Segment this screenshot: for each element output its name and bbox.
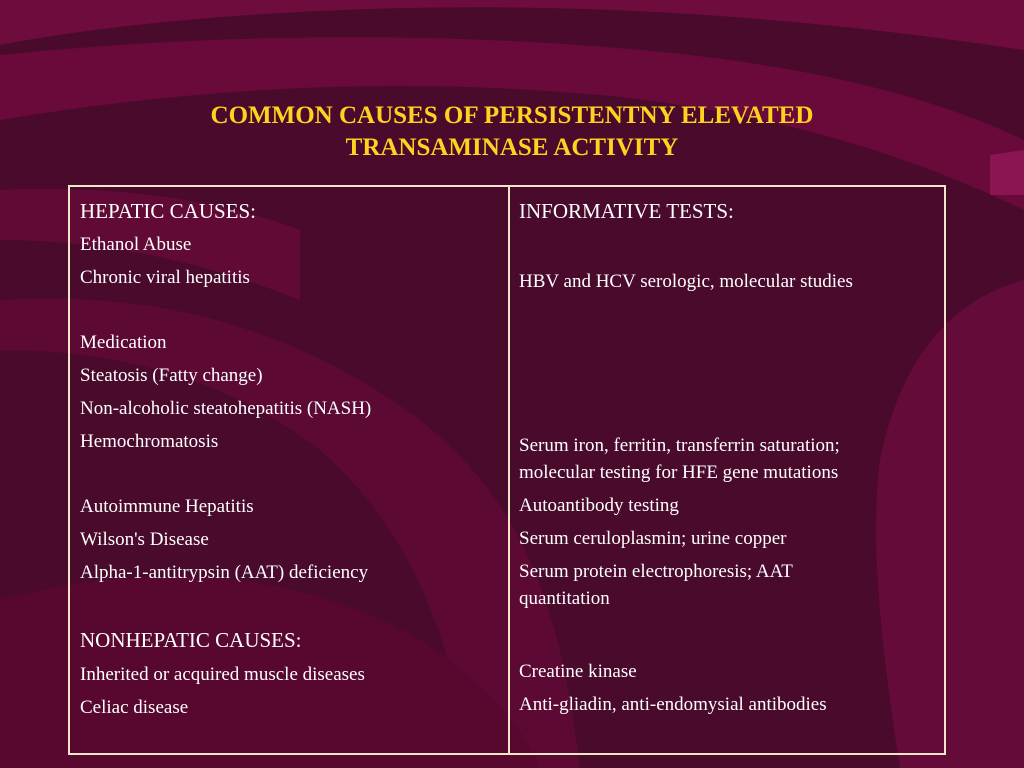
test-item: Serum protein electrophoresis; AAT [519,561,793,582]
informative-tests-heading: INFORMATIVE TESTS: [519,199,734,223]
hepatic-cause-item: Ethanol Abuse [80,234,192,255]
slide-title [0,100,1024,164]
hepatic-cause-item: Non-alcoholic steatohepatitis (NASH) [80,398,372,419]
hepatic-cause-item: Hemochromatosis [80,431,219,452]
nonhepatic-cause-item: Inherited or acquired muscle diseases [80,664,365,685]
hepatic-causes-heading: HEPATIC CAUSES: [80,199,257,223]
column-divider [508,187,510,753]
nonhepatic-cause-item: Celiac disease [80,697,189,718]
nonhepatic-causes-heading: NONHEPATIC CAUSES: [80,628,302,652]
test-item: quantitation [519,588,610,609]
test-item: Autoantibody testing [519,495,679,516]
test-item: Anti-gliadin, anti-endomysial antibodies [519,694,827,715]
causes-table [68,185,946,755]
test-item: molecular testing for HFE gene mutations [519,462,839,483]
hepatic-cause-item: Wilson's Disease [80,529,209,550]
test-item: Serum iron, ferritin, transferrin saturation; [519,435,840,456]
hepatic-cause-item: Chronic viral hepatitis [80,267,250,288]
test-item: Creatine kinase [519,661,637,682]
hepatic-cause-item: Steatosis (Fatty change) [80,365,263,386]
hepatic-cause-item: Alpha-1-antitrypsin (AAT) deficiency [80,562,369,583]
hepatic-cause-item: Medication [80,332,167,353]
hepatic-cause-item: Autoimmune Hepatitis [80,496,254,517]
test-item: Serum ceruloplasmin; urine copper [519,528,787,549]
slide-title-line-1: COMMON CAUSES OF PERSISTENTNY ELEVATED [210,102,814,129]
test-item: HBV and HCV serologic, molecular studies [519,271,853,292]
slide-title-line-2: TRANSAMINASE ACTIVITY [345,134,679,161]
